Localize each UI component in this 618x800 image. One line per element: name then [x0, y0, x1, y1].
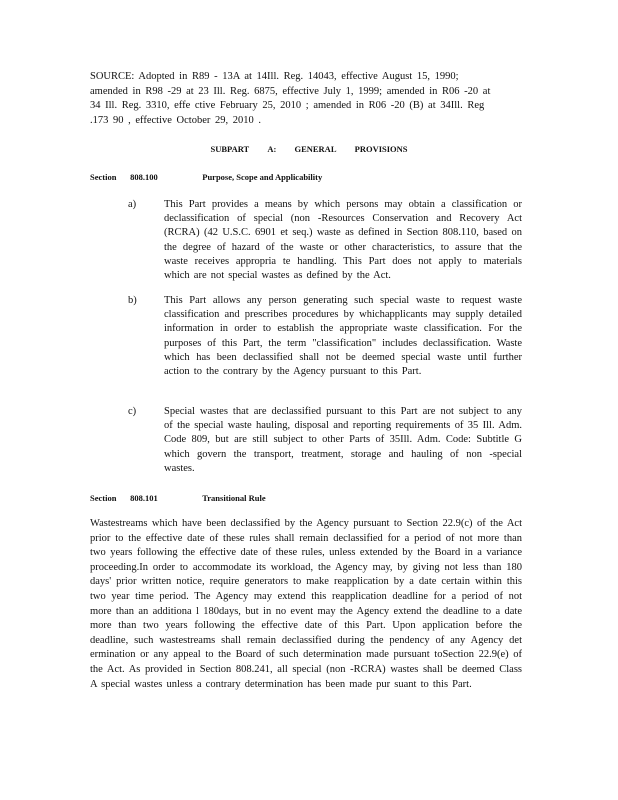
section-label: Section — [90, 172, 117, 182]
subpart-heading — [0, 144, 618, 154]
section-number: 808.100 — [130, 172, 158, 182]
source-note: SOURCE: Adopted in R89 - 13A at 14Ill. Reg. 14043, effective August 15, 1990; amended in R98 -29 at 23 Ill. Reg. 6875, effective July 1, 1999; amended in R06 -20 at 34 Ill. Reg. 3310, effe ctive February 25, 2010 ; amended in R06 -20 (B) at 34Ill. Reg .173 90 , effective October 29, 2010 . — [90, 71, 491, 126]
list-item-label: b) — [128, 295, 137, 306]
list-item-text: This Part provides a means by which persons may obtain a classification or declassification of special (non -Resources Conservation and Recovery Act (RCRA) (42 U.S.C. 6901 et seq.) waste as defined in Section 808.110, based on the degree of hazard of the waste or other characteristics, to assure that the waste receives appropria te handling. This Part does not apply to materials which are not special wastes as defined by the Act. — [164, 199, 522, 282]
list-item-text: This Part allows any person generating such special waste to request waste classification and prescribes procedures by whichapplicants may supply detailed information in order to establish the appropriate waste classification. For the purposes of this Part, the term "classification" includes declassification. Waste which has been declassified shall not be deemed special waste until further action to the contrary by the Agency pursuant to this Part. — [164, 295, 522, 378]
list-item-label: a) — [128, 199, 137, 210]
section-title: Transitional Rule — [202, 493, 266, 503]
subpart-label: SUBPART — [210, 144, 250, 154]
list-item-text: Special wastes that are declassified pursuant to this Part are not subject to any of the special waste hauling, disposal and reporting requirements of 35 Ill. Adm. Code 809, but are still subject to other Parts of 35Ill. Adm. Code: Subtitle G which govern the transport, treatment, storage and hauling of non -special wastes. — [164, 406, 522, 474]
transitional-rule-paragraph: Wastestreams which have been declassified by the Agency pursuant to Section 22.9(c) of the Act prior to the effective date of these rules shall remain declassified for a period of not more than two years following the effective date of these rules, unless extended by the Board in a variance proceeding.In order to accommodate its workload, the Agency may, by giving not less than 180 days' prior written notice, require generators to make reapplication by a date certain within this two year time period. The Agency may extend this reapplication deadline for a period of not more than an additiona l 180days, but in no event may the Agency extend the deadline to a date more than two years following the effective date of this Part. Upon application before the deadline, such wastestreams shall remain declassified during the pendency of any Agency det ermination or any appeal to the Board of such determination made pursuant toSection 22.9(e) of the Act. As provided in Section 808.241, all special (non -RCRA) wastes shall be deemed Class A special wastes unless a contrary determination has been made pur suant to this Part. — [90, 518, 522, 690]
subpart-word-general: GENERAL — [294, 144, 337, 154]
subpart-word-provisions: PROVISIONS — [354, 144, 408, 154]
list-item-label: c) — [128, 406, 137, 417]
section-808-101-heading — [90, 493, 266, 503]
section-title: Purpose, Scope and Applicability — [202, 172, 323, 182]
section-number: 808.101 — [130, 493, 158, 503]
section-808-100-heading — [90, 172, 322, 182]
subpart-letter: A: — [267, 144, 277, 154]
section-label: Section — [90, 493, 117, 503]
